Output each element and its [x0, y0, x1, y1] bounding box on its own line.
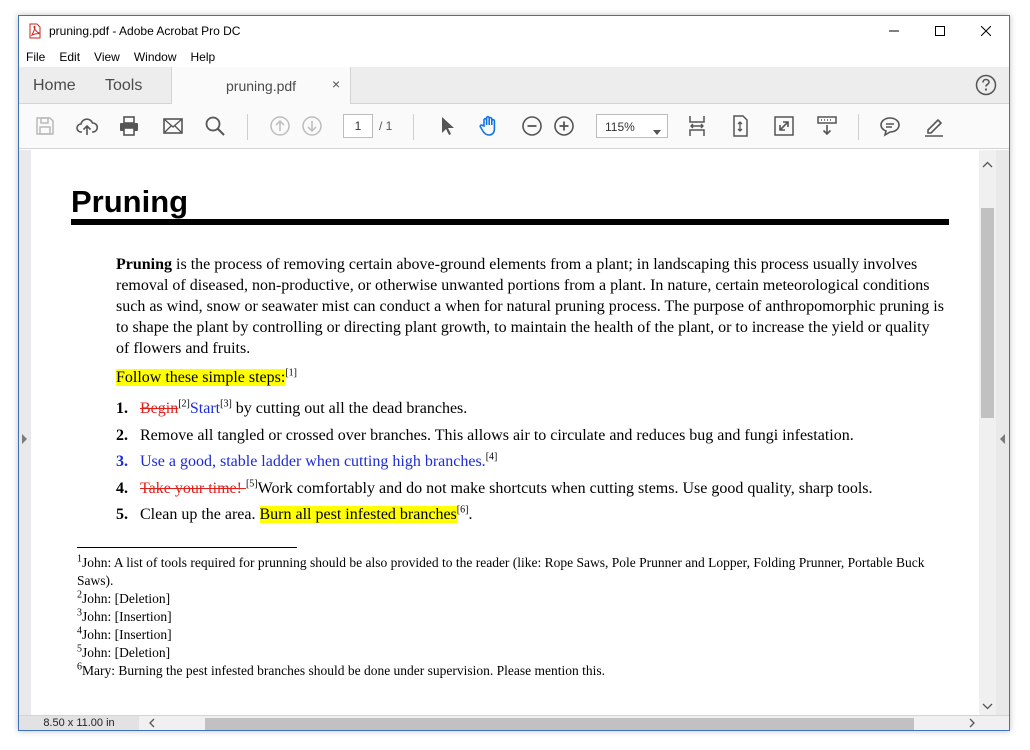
toolbar [19, 104, 1009, 149]
menu-file[interactable]: File [26, 49, 46, 64]
footnote [77, 608, 937, 626]
deleted-text[interactable]: Begin [140, 400, 179, 417]
footnote-number: 1 [77, 553, 82, 565]
comment-icon[interactable] [878, 114, 902, 138]
full-screen-icon[interactable] [772, 114, 796, 138]
tab-tools[interactable]: Tools [105, 77, 143, 94]
app-window [18, 15, 1010, 731]
menu-bar [19, 46, 1009, 67]
vertical-scrollbar[interactable] [979, 150, 996, 715]
fit-width-icon[interactable] [685, 114, 709, 138]
zoom-in-icon[interactable] [552, 114, 576, 138]
highlighted-text[interactable]: Burn all pest infested branches [259, 506, 457, 523]
intro-text: is the process of removing certain above-ground elements from a plant; in landscaping this process usually involves removal of diseased, non-productive, or otherwise unwanted portions from a plant. In nature, certain meteorological conditions such as wind, snow or seawater mist can conduct a when for natural pruning process. The purpose of anthropomorphic pruning is to shape the plant by controlling or directing plant growth, to maintain the health of the plant, or to increase the yield or quality of flowers and fruits. [116, 256, 944, 357]
footnote [77, 662, 937, 680]
footnote-number: 5 [77, 643, 82, 655]
left-pane-toggle[interactable] [19, 150, 31, 715]
footnote-number: 3 [77, 607, 82, 619]
step-text: by cutting out all the dead branches. [231, 400, 468, 417]
footnote-text: Mary: Burning the pest infested branches should be done under supervision. Please mention this. [82, 663, 606, 678]
email-icon[interactable] [161, 114, 185, 138]
step-number: 5. [116, 506, 128, 523]
step-number: 2. [116, 426, 128, 444]
intro-paragraph [116, 254, 946, 359]
select-cursor-icon[interactable] [435, 114, 459, 138]
list-item [116, 400, 976, 427]
list-item [116, 506, 976, 533]
scroll-down-icon[interactable] [979, 699, 996, 713]
right-pane-toggle[interactable] [996, 150, 1009, 715]
comment-ref[interactable]: [2] [178, 398, 190, 410]
list-item [116, 480, 976, 507]
inserted-text[interactable]: Start [189, 400, 221, 417]
comment-ref[interactable]: [4] [485, 451, 498, 463]
step-text: Remove all tangled or crossed over branches. This allows air to circulate and reduces bug and fungi infestation. [140, 426, 854, 444]
expand-right-icon [1000, 434, 1005, 444]
footnote-number: 4 [77, 625, 82, 637]
comment-ref[interactable]: [6] [456, 504, 469, 516]
expand-left-icon [22, 434, 27, 444]
toolbar-separator [858, 114, 859, 140]
footnote [77, 626, 937, 644]
step-number: 3. [116, 453, 128, 470]
vertical-scroll-thumb[interactable] [981, 208, 994, 418]
comment-ref[interactable]: [3] [220, 398, 232, 410]
maximize-button[interactable] [917, 16, 963, 46]
document-area [19, 150, 1009, 715]
tab-bar [19, 67, 1009, 104]
scroll-up-icon[interactable] [979, 158, 996, 172]
steps-list [116, 400, 976, 533]
steps-intro [116, 369, 297, 387]
comment-ref[interactable]: [5] [245, 478, 258, 490]
menu-view[interactable]: View [94, 49, 120, 64]
save-icon[interactable] [33, 114, 57, 138]
footnote-text: John: [Deletion] [82, 645, 171, 660]
menu-edit[interactable]: Edit [59, 49, 81, 64]
horizontal-scroll-thumb[interactable] [205, 718, 914, 730]
footnote [77, 554, 937, 590]
pdf-page [31, 150, 979, 715]
scroll-left-icon[interactable] [147, 717, 157, 729]
footnote [77, 644, 937, 662]
inserted-text[interactable]: Use a good, stable ladder when cutting high branches. [140, 453, 486, 470]
comment-ref[interactable]: [1] [285, 367, 297, 379]
scroll-right-icon[interactable] [967, 717, 977, 729]
chevron-down-icon [653, 124, 661, 138]
step-number: 1. [116, 400, 128, 417]
footnote-divider [77, 547, 297, 548]
intro-bold-term: Pruning [116, 256, 173, 273]
close-window-button[interactable] [963, 16, 1009, 46]
footnote-text: John: A list of tools required for prunning should be also provided to the reader (like: Rope Saws, Pole Prunner and Lopper, Folding Prunner, Portable Buck Saws). [77, 555, 925, 588]
tab-document[interactable] [171, 67, 351, 104]
prev-page-icon[interactable] [268, 114, 292, 138]
footnote-text: John: [Insertion] [82, 627, 172, 642]
menu-window[interactable]: Window [133, 49, 177, 64]
hand-tool-icon[interactable] [477, 114, 501, 138]
step-text: Work comfortably and do not make shortcuts when cutting stems. Use good quality, sharp tools. [257, 479, 873, 497]
read-mode-icon[interactable] [815, 114, 839, 138]
footnote-text: John: [Insertion] [82, 609, 172, 624]
toolbar-separator [413, 114, 414, 140]
tab-home[interactable]: Home [33, 77, 76, 94]
toolbar-separator [247, 114, 248, 140]
deleted-text[interactable]: Take your time! [140, 479, 246, 497]
print-icon[interactable] [117, 114, 141, 138]
title-divider [71, 219, 949, 225]
pdf-file-icon [27, 23, 43, 39]
list-item [116, 453, 976, 480]
status-bar [19, 715, 1009, 731]
minimize-button[interactable] [871, 16, 917, 46]
footnote-number: 6 [77, 661, 82, 673]
list-item [116, 427, 976, 454]
zoom-out-icon[interactable] [520, 114, 544, 138]
footnote-number: 2 [77, 589, 82, 601]
highlighted-text[interactable]: Follow these simple steps: [116, 369, 286, 386]
close-tab-icon[interactable]: × [332, 76, 341, 92]
tab-document-label: pruning.pdf [226, 78, 297, 94]
help-icon[interactable] [975, 74, 997, 96]
zoom-value: 115% [605, 120, 635, 134]
fit-page-icon[interactable] [728, 114, 752, 138]
menu-help[interactable]: Help [190, 49, 216, 64]
footnote [77, 590, 937, 608]
page-title: Pruning [71, 184, 189, 219]
search-icon[interactable] [203, 114, 227, 138]
title-bar [19, 16, 1009, 46]
upload-icon[interactable] [75, 114, 99, 138]
page-size-label: 8.50 x 11.00 in [19, 716, 139, 731]
next-page-icon[interactable] [300, 114, 324, 138]
page-number-input[interactable]: 1 [343, 114, 373, 138]
window-title: pruning.pdf - Adobe Acrobat Pro DC [49, 24, 241, 38]
footnotes [77, 554, 937, 680]
page-total-label: / 1 [379, 119, 393, 133]
step-text: Clean up the area. [140, 506, 260, 523]
step-number: 4. [116, 479, 128, 497]
highlight-pen-icon[interactable] [922, 114, 946, 138]
footnote-text: John: [Deletion] [82, 591, 171, 606]
zoom-select[interactable] [596, 114, 668, 138]
step-end: . [468, 506, 473, 523]
